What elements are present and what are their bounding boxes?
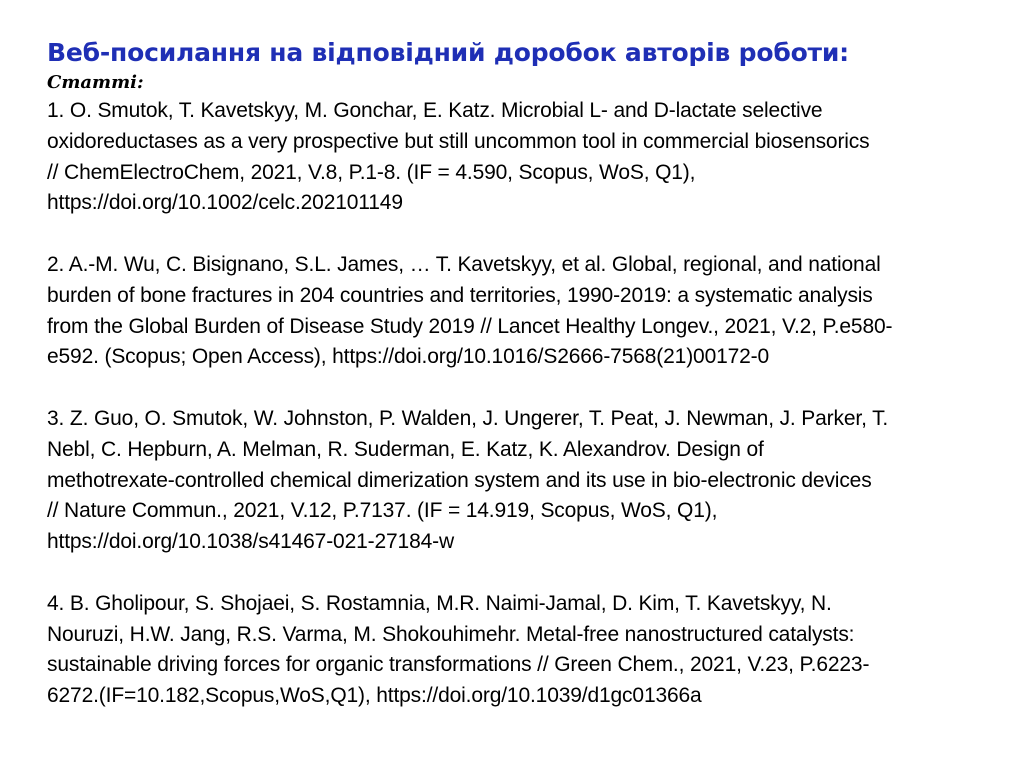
reference-line: oxidoreductases as a very prospective but still uncommon tool in commercial biosensorics [47,129,870,153]
reference-line: // ChemElectroChem, 2021, V.8, P.1-8. (IF = 4.590, Scopus, WoS, Q1), [47,160,696,184]
reference-item-1 [47,96,1007,219]
reference-line: burden of bone fractures in 204 countries and territories, 1990-2019: a systematic analysis [47,283,873,307]
reference-line-with-link[interactable]: 6272.(IF=10.182,Scopus,WoS,Q1), https://doi.org/10.1039/d1gc01366a [47,684,702,708]
slide-content [47,36,1007,712]
reference-link[interactable]: https://doi.org/10.1038/s41467-021-27184-w [47,530,454,554]
reference-line: 3. Z. Guo, O. Smutok, W. Johnston, P. Walden, J. Ungerer, T. Peat, J. Newman, J. Parker, T. [47,406,889,430]
reference-item-2 [47,250,1007,373]
reference-line: methotrexate-controlled chemical dimerization system and its use in bio-electronic devices [47,468,872,492]
spacer [47,558,1007,589]
reference-line: // Nature Commun., 2021, V.12, P.7137. (IF = 14.919, Scopus, WoS, Q1), [47,499,718,523]
reference-line: sustainable driving forces for organic transformations // Green Chem., 2021, V.23, P.6223- [47,653,870,677]
section-subtitle: Статті: [47,72,144,93]
reference-line: from the Global Burden of Disease Study 2019 // Lancet Healthy Longev., 2021, V.2, P.e580- [47,314,893,338]
reference-item-3 [47,404,1007,558]
spacer [47,373,1007,404]
reference-line: Nouruzi, H.W. Jang, R.S. Varma, M. Shokouhimehr. Metal-free nanostructured catalysts: [47,622,855,646]
reference-line: 1. O. Smutok, T. Kavetskyy, M. Gonchar, E. Katz. Microbial L- and D-lactate selective [47,99,823,122]
reference-line: Nebl, C. Hepburn, A. Melman, R. Suderman, E. Katz, K. Alexandrov. Design of [47,437,764,461]
reference-line: 2. A.-M. Wu, C. Bisignano, S.L. James, … T. Kavetskyy, et al. Global, regional, and national [47,252,881,276]
reference-link[interactable]: https://doi.org/10.1002/celc.202101149 [47,191,403,215]
spacer [47,219,1007,250]
reference-line: 4. B. Gholipour, S. Shojaei, S. Rostamnia, M.R. Naimi-Jamal, D. Kim, T. Kavetskyy, N. [47,591,832,615]
reference-line-with-link[interactable]: e592. (Scopus; Open Access), https://doi.org/10.1016/S2666-7568(21)00172-0 [47,345,770,369]
reference-item-4 [47,589,1007,712]
page-title: Веб-посилання на відповідний доробок авторів роботи: [47,38,849,67]
